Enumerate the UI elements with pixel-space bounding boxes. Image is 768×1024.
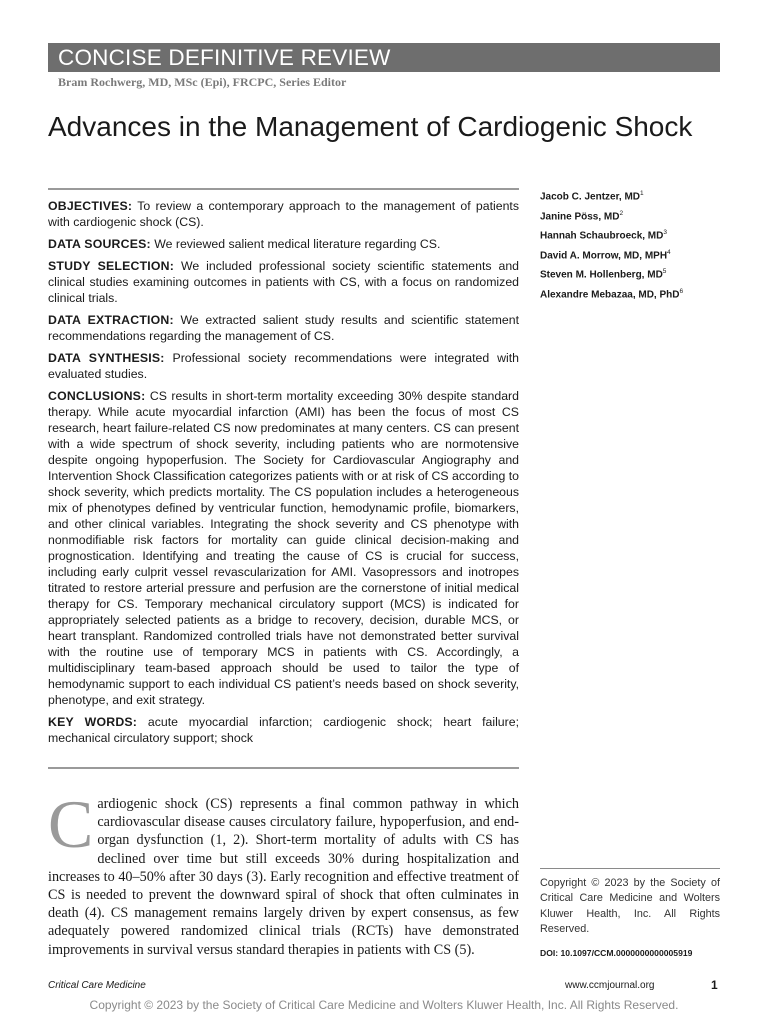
author: [540, 184, 740, 204]
author-affiliation: 1: [640, 190, 644, 197]
body-paragraph: [48, 786, 519, 959]
abstract-text: We extracted salient study results and scientific statement recommendations regarding the management of CS.: [48, 313, 519, 343]
abstract-label: STUDY SELECTION:: [48, 259, 175, 273]
author-name: Steven M. Hollenberg, MD: [540, 269, 663, 281]
series-title: CONCISE DEFINITIVE REVIEW: [58, 45, 391, 70]
abstract-study-selection: [48, 258, 519, 306]
series-banner: [48, 43, 720, 72]
abstract-top-rule: [48, 188, 519, 190]
abstract-data-synthesis: [48, 350, 519, 382]
author-affiliation: 4: [667, 248, 671, 256]
abstract-objectives: [48, 198, 519, 230]
author-name: David A. Morrow, MD, MPH: [540, 249, 668, 261]
drop-cap: C: [48, 786, 94, 862]
body-text: ardiogenic shock (CS) represents a final common pathway in which cardiovascular disease causes circulatory failure, hypoperfusion, and end-organ dysfunction (1, 2). Short-term mortality of adults with CS has declined over time but still exceeds 30% during hospitalization and increases to 40–50% after 30 days (3). Early recognition and effective treatment of CS is needed to prevent the downward spiral of shock that often culminates in death (4). CS management remains largely driven by expert consensus, as few adequately powered randomized clinical trials (RCTs) have demonstrated improvements in survival versus standard therapies in patients with CS (5).: [48, 796, 519, 958]
abstract-label: DATA SYNTHESIS:: [48, 351, 165, 365]
author-affiliation: 3: [663, 229, 667, 236]
abstract-label: CONCLUSIONS:: [48, 389, 146, 403]
abstract-data-extraction: [48, 312, 519, 344]
author-name: Janine Pöss, MD: [540, 210, 620, 222]
abstract: [48, 198, 519, 752]
page-number: 1: [711, 978, 718, 992]
author: [540, 204, 740, 224]
abstract-text: Professional society recommendations were integrated with evaluated studies.: [48, 351, 519, 381]
copyright-notice: Copyright © 2023 by the Society of Critical Care Medicine and Wolters Kluwer Health, Inc. All Rights Reserved.: [540, 877, 720, 935]
abstract-data-sources: [48, 236, 519, 252]
author-affiliation: 2: [619, 209, 624, 217]
copyright-rule: [540, 868, 720, 869]
author-name: Jacob C. Jentzer, MD: [540, 191, 641, 203]
article-title: Advances in the Management of Cardiogenic Shock: [48, 111, 693, 142]
abstract-bottom-rule: [48, 767, 519, 769]
abstract-label: DATA EXTRACTION:: [48, 313, 174, 327]
author-list: [540, 184, 740, 301]
abstract-conclusions: [48, 388, 519, 708]
doi-link[interactable]: DOI: 10.1097/CCM.0000000000005919: [540, 948, 693, 958]
author-affiliation: 6: [679, 287, 684, 295]
abstract-label: DATA SOURCES:: [48, 237, 151, 251]
abstract-text: CS results in short-term mortality exceeding 30% despite standard therapy. While acute myocardial infarction (AMI) has been the focus of most CS research, heart failure-related CS now predominates at many centers. CS can present with a wide spectrum of shock severity, including patients who are normotensive despite ongoing hypoperfusion. The Society for Cardiovascular Angiography and Intervention Shock Classification categorizes patients with or at risk of CS according to shock severity, which predicts mortality. The CS population includes a heterogeneous mix of phenotypes defined by ventricular function, hemodynamic profile, biomarkers, and other clinical variables. Integrating the shock severity and CS phenotype with nonmodifiable risk factors for mortality can guide clinical decision-making and prognostication. Identifying and treating the cause of CS is crucial for success, including early culprit vessel revascularization for AMI. Vasopressors and inotropes titrated to restore arterial pressure and perfusion are the cornerstone of initial medical therapy for CS. Temporary mechanical circulatory support (MCS) is indicated for appropriately selected patients as a bridge to recovery, decision, durable MCS, or heart transplant. Randomized controlled trials have not demonstrated better survival with the routine use of temporary MCS in patients with CS. Accordingly, a multidisciplinary team-based approach should be used to tailor the type of hemodynamic support to each individual CS patient’s needs based on shock severity, phenotype, and exit strategy.: [48, 389, 519, 707]
abstract-text: We reviewed salient medical literature regarding CS.: [150, 237, 441, 251]
author-name: Hannah Schaubroeck, MD: [540, 230, 664, 242]
author-affiliation: 5: [662, 268, 667, 275]
author: [540, 243, 740, 263]
series-editor: Bram Rochwerg, MD, MSc (Epi), FRCPC, Series Editor: [58, 75, 347, 89]
bottom-copyright: Copyright © 2023 by the Society of Critical Care Medicine and Wolters Kluwer Health, Inc. All Rights Reserved.: [89, 998, 679, 1012]
abstract-label: OBJECTIVES:: [48, 199, 133, 213]
footer-url-link[interactable]: www.ccmjournal.org: [565, 980, 655, 991]
abstract-label: KEY WORDS:: [48, 715, 138, 729]
abstract-text: We included professional society scientific statements and clinical studies examining outcomes in patients with CS, with a focus on randomized clinical trials.: [48, 259, 519, 305]
abstract-key-words: [48, 714, 519, 746]
author: [540, 262, 740, 282]
author-name: Alexandre Mebazaa, MD, PhD: [540, 288, 680, 300]
author: [540, 223, 740, 243]
abstract-text: acute myocardial infarction; cardiogenic shock; heart failure; mechanical circulatory support; shock: [48, 715, 519, 745]
author: [540, 282, 740, 302]
footer-journal-name: Critical Care Medicine: [48, 980, 146, 991]
abstract-text: To review a contemporary approach to the management of patients with cardiogenic shock (CS).: [48, 199, 519, 229]
